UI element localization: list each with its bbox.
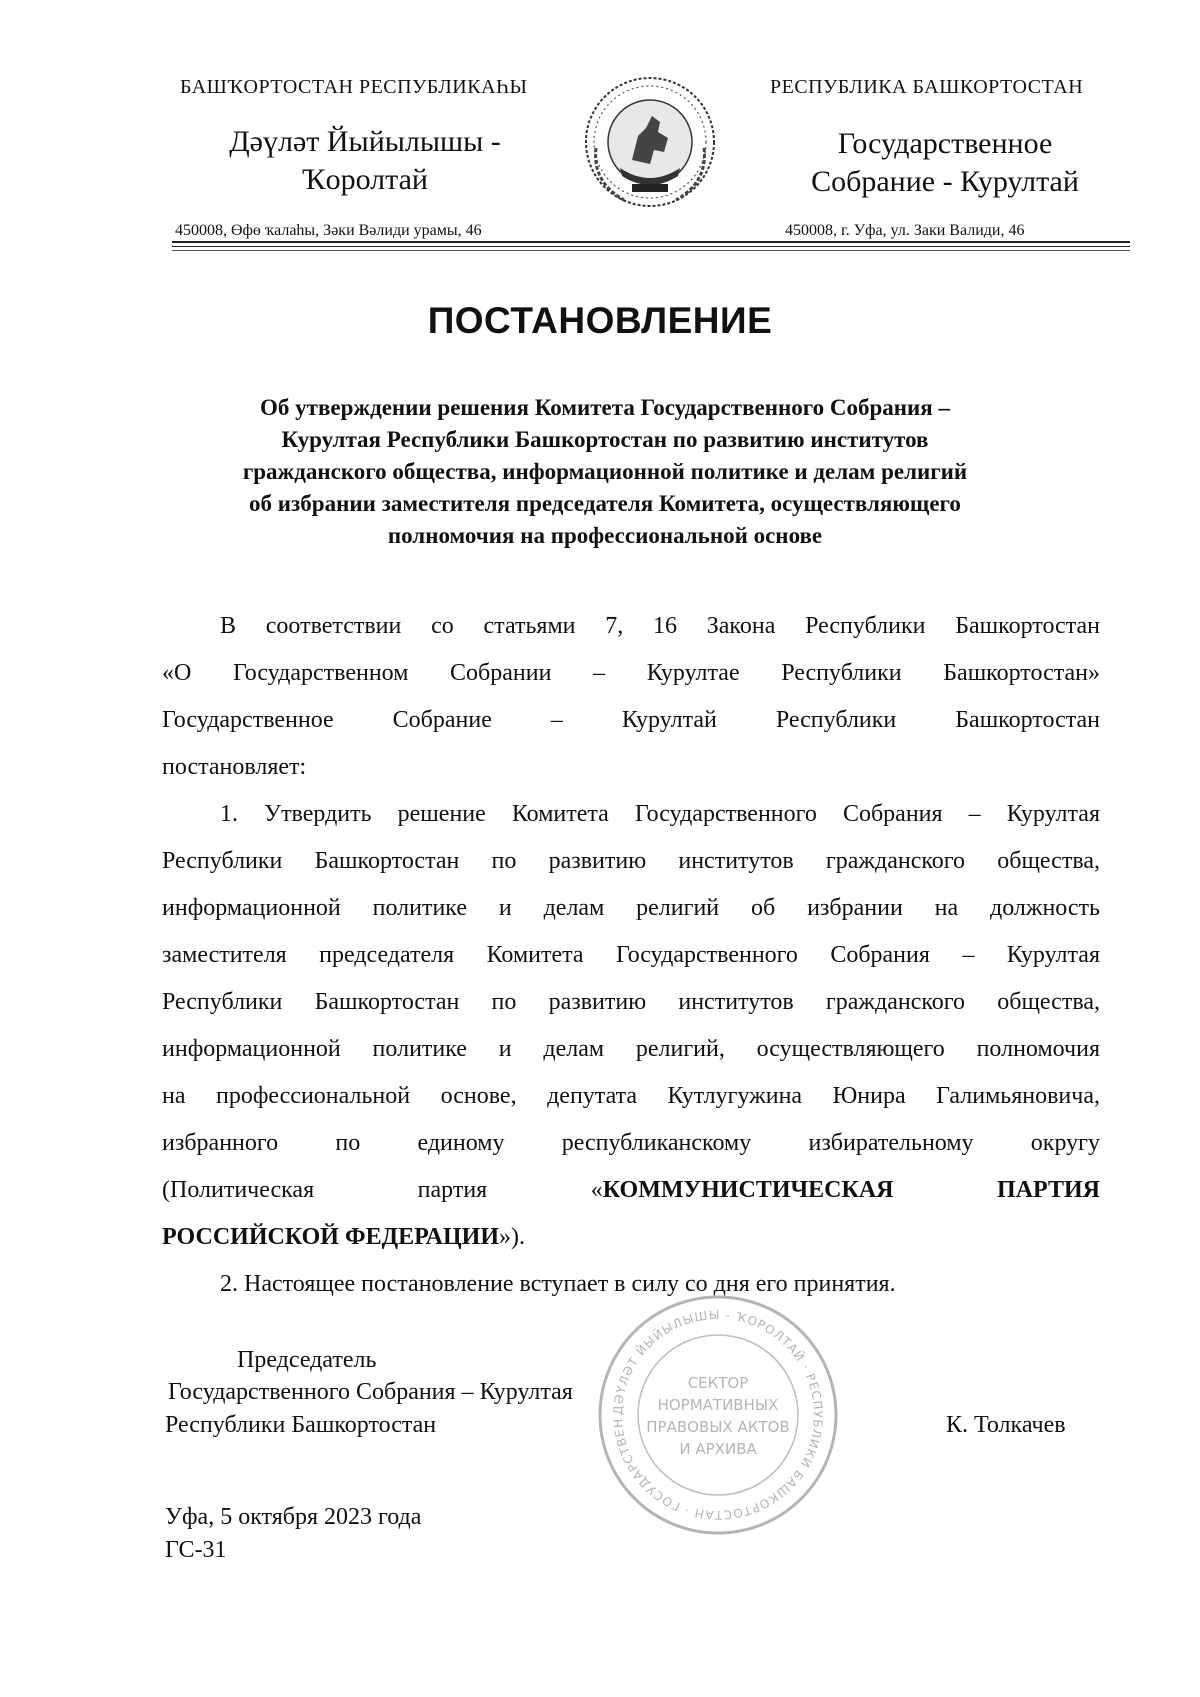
signatory-title-line3: Республики Башкортостан bbox=[165, 1412, 437, 1438]
header-left-org bbox=[180, 123, 550, 199]
stamp-ring-text: ДӘҮЛӘТ ЙЫЙЫЛЫШЫ - ҠОРОЛТАЙ · РЕСПУБЛИКИ БАШКОРТОСТАН · ГОСУДАРСТВЕН bbox=[610, 1307, 826, 1523]
document-title: ПОСТАНОВЛЕНИЕ bbox=[427, 300, 773, 341]
header-left-republic: БАШҠОРТОСТАН РЕСПУБЛИКАҺЫ bbox=[180, 76, 528, 98]
header-right-org-line2: Собрание - Курултай bbox=[811, 165, 1079, 198]
header-left-org-line1: Дәүләт Йыйылышы - bbox=[229, 125, 501, 158]
party-suffix: »). bbox=[499, 1224, 526, 1250]
header-divider-second bbox=[172, 246, 1130, 247]
stamp-center-line: НОРМАТИВНЫХ bbox=[657, 1396, 779, 1414]
party-name-part1: КОММУНИСТИЧЕСКАЯ ПАРТИЯ bbox=[602, 1177, 1101, 1203]
header-divider-third bbox=[172, 250, 1130, 251]
item1-line: избранного по единому республиканскому избирательному округу bbox=[162, 1130, 1100, 1156]
header-right-republic: РЕСПУБЛИКА БАШКОРТОСТАН bbox=[770, 76, 1084, 98]
item2-line: 2. Настоящее постановление вступает в силу со дня его принятия. bbox=[220, 1271, 896, 1297]
signatory-title-line1: Председатель bbox=[237, 1347, 377, 1373]
party-prefix: (Политическая партия « bbox=[162, 1177, 603, 1203]
header-divider bbox=[172, 241, 1130, 243]
header-right-address: 450008, г. Уфа, ул. Заки Валиди, 46 bbox=[785, 222, 1025, 239]
item1-line: на профессиональной основе, депутата Кутлугужина Юнира Галимьяновича, bbox=[162, 1083, 1100, 1109]
item1-line: заместителя председателя Комитета Государственного Собрания – Курултая bbox=[162, 942, 1100, 968]
official-stamp bbox=[593, 1290, 843, 1540]
stamp-center-line: ПРАВОВЫХ АКТОВ bbox=[646, 1418, 790, 1436]
stamp-center-line: И АРХИВА bbox=[679, 1440, 757, 1458]
stamp-center-line: СЕКТОР bbox=[687, 1374, 749, 1392]
subject-line: об избрании заместителя председателя Комитета, осуществляющего bbox=[249, 491, 961, 516]
item1-line: информационной политике и делам религий, осуществляющего полномочия bbox=[162, 1036, 1100, 1062]
item1-party-line bbox=[162, 1167, 1100, 1214]
subject-line: гражданского общества, информационной политике и делам религий bbox=[242, 459, 968, 484]
party-name-part2: РОССИЙСКОЙ ФЕДЕРАЦИИ bbox=[162, 1224, 500, 1250]
preamble-line: «О Государственном Собрании – Курултае Республики Башкортостан» bbox=[162, 660, 1100, 686]
subject-line: Об утверждении решения Комитета Государственного Собрания – bbox=[260, 395, 950, 420]
subject-line: Курултая Республики Башкортостан по развитию институтов bbox=[281, 427, 929, 452]
header-right-org bbox=[770, 125, 1120, 201]
document-number: ГС-31 bbox=[165, 1537, 227, 1563]
place-date: Уфа, 5 октября 2023 года bbox=[165, 1504, 422, 1530]
header-left-address: 450008, Өфө ҡалаһы, Зәки Вәлиди урамы, 46 bbox=[175, 222, 482, 239]
document-subject bbox=[170, 392, 1040, 552]
item1-line: Республики Башкортостан по развитию институтов гражданского общества, bbox=[162, 989, 1100, 1015]
item1-party-line-end bbox=[162, 1214, 1100, 1261]
subject-line: полномочия на профессиональной основе bbox=[387, 523, 823, 548]
preamble-line: постановляет: bbox=[162, 754, 307, 780]
header-right-org-line1: Государственное bbox=[837, 127, 1053, 160]
preamble-line: В соответствии со статьями 7, 16 Закона Республики Башкортостан bbox=[220, 613, 1100, 639]
signatory-title-line2: Государственного Собрания – Курултая bbox=[168, 1379, 573, 1405]
preamble-line: Государственное Собрание – Курултай Республики Башкортостан bbox=[162, 707, 1100, 733]
item1-line: 1. Утвердить решение Комитета Государственного Собрания – Курултая bbox=[220, 801, 1100, 827]
item1-line: Республики Башкортостан по развитию институтов гражданского общества, bbox=[162, 848, 1100, 874]
header-left-org-line2: Ҡоролтай bbox=[302, 163, 428, 196]
coat-of-arms-icon bbox=[580, 72, 720, 214]
item1-line: информационной политике и делам религий об избрании на должность bbox=[162, 895, 1100, 921]
signatory-name: К. Толкачев bbox=[946, 1412, 1066, 1438]
